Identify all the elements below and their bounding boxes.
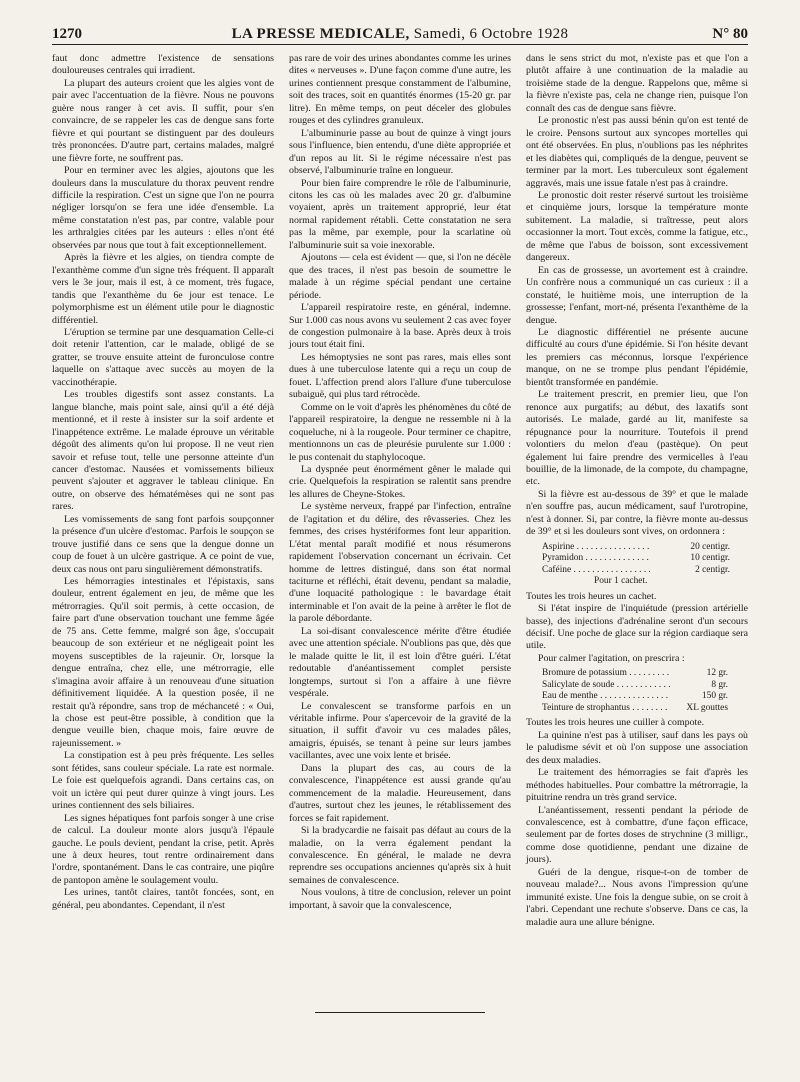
- paragraph: Les troubles digestifs sont assez constants. La langue blanche, mais point sale, ainsi qu'il a été déjà mentionné, et il reste à insister sur la soif ardente et l'inappétence extrême. Le malade éprouve un véritable dégoût des aliments qu'on lui propose. Il ne veut rien savoir et refuse tout, telle une personne atteinte d'un cancer d'estomac. Nausées et vomissements bilieux peuvent s'ajouter et aggraver le tableau clinique. En outre, on observe des hématémèses qui ne sont pas rares.: [52, 389, 274, 513]
- drug-dose: 2 centigr.: [695, 564, 730, 575]
- paragraph: Si la fièvre est au-dessous de 39° et que le malade n'en souffre pas, aucun médicament, sauf l'urotropine, n'est à donner. Si, par contre, la fièvre monte au-dessus de 39° et si les douleurs sont vives, on ordonnera :: [526, 488, 748, 538]
- drug-dose: 20 centigr.: [690, 541, 730, 552]
- prescription-row: [542, 553, 748, 565]
- text-column-3: [526, 53, 748, 929]
- issue-date: Samedi, 6 Octobre 1928: [413, 26, 569, 42]
- paragraph: L'anéantissement, ressenti pendant la période de convalescence, est à combattre, d'une façon efficace, seulement par de fortes doses de strychnine (3 milligr., comme dose quotidienne, pendant une dizaine de jours).: [526, 804, 748, 866]
- drug-name: Bromure de potassium . . .: [542, 668, 670, 680]
- end-rule: [315, 1012, 485, 1013]
- drug-name: Aspirine . . .: [542, 542, 650, 554]
- paragraph: Les hémorragies intestinales et l'épistaxis, sans douleur, entrent également en jeu, de même que les métrorragies. Qu'il soit permis, à cette occasion, de faire part d'une observation touchant une femme âgée de 75 ans. Cette femme, malgré son âge, s'occupait beaucoup de son extérieur et ne négligeait point les moyens susceptibles de la rajeunir. Or, lorsque la dengue entraîna, chez elle, une métrorragie, elle s'imagina avoir affaire à un renouveau d'une situation définitivement liquidée. A la question posée, il ne restait qu'à répondre, sans trop de méchanceté : « Oui, la chose est peut-être possible, à condition que la dengue veuille bien, chaque mois, faire œuvre de rajeunissement. »: [52, 576, 274, 749]
- paragraph: Les urines, tantôt claires, tantôt foncées, sont, en général, peu abondantes. Cependant, il n'est: [52, 887, 274, 911]
- paragraph: Si la bradycardie ne faisait pas défaut au cours de la maladie, on la verra également pendant la convalescence. En général, le malade ne devra reprendre ses occupations anciennes qu'après six à huit semaines de convalescence.: [289, 825, 511, 886]
- text-column-1: [52, 53, 274, 912]
- journal-title: LA PRESSE MEDICALE,: [231, 26, 410, 42]
- paragraph: La constipation est à peu près fréquente. Les selles sont fétides, sans couleur spéciale. La rate est normale. Le foie est quelquefois agrandi. Dans certains cas, on voit un ictère qui peut durer quinze à vingt jours. Les urines contiennent des sels biliaires.: [52, 750, 274, 812]
- drug-dose: 12 gr.: [706, 668, 728, 679]
- paragraph: Toutes les trois heures un cachet.: [526, 590, 657, 602]
- drug-name: Salicylate de soude . . .: [542, 680, 670, 692]
- paragraph: L'éruption se termine par une desquamation Celle-ci doit retenir l'attention, car le malade, obligé de se gratter, se trouve ensuite atteint de furonculose contre laquelle on s'attaque avec succès au moyen de la vaccinothérapie.: [52, 326, 274, 388]
- drug-name: Teinture de strophantus . . .: [542, 703, 670, 715]
- paragraph: Toutes les trois heures une cuiller à compote.: [526, 717, 705, 729]
- drug-name: Eau de menthe . . .: [542, 691, 670, 703]
- paragraph: Le diagnostic différentiel ne présente aucune difficulté au cours d'une épidémie. Si l'on hésite devant les premiers cas méconnus, lorsque l'expérience manque, on ne se trompe plus pendant l'épidémie, bientôt transformée en pandémie.: [526, 326, 748, 388]
- paragraph: Nous voulons, à titre de conclusion, relever un point important, à savoir que la convalescence,: [289, 887, 511, 911]
- prescription-note: Pour 1 cachet.: [594, 576, 648, 587]
- paragraph: La dyspnée peut énormément gêner le malade qui crie. Quelquefois la respiration se ralentit sans prendre les allures de Cheyne-Stokes.: [289, 463, 511, 500]
- paragraph: Les hémoptysies ne sont pas rares, mais elles sont dues à une tuberculose latente qui a reçu un coup de fouet. L'affection prend alors l'allure d'une tuberculose subaiguë, qui plus tard rétrocède.: [289, 351, 511, 401]
- prescription-list-analgesic: [542, 542, 748, 588]
- page-number: 1270: [52, 26, 82, 42]
- paragraph: En cas de grossesse, un avortement est à craindre. Un confrère nous a communiqué un cas curieux : il a constaté, le huitième mois, une interruption de la grossesse; l'enfant, mort-né, présenta l'exanthème de la dengue.: [526, 264, 748, 326]
- drug-name: Caféine . . .: [542, 565, 650, 577]
- paragraph: Le pronostic n'est pas aussi bénin qu'on est tenté de le croire. Pensons surtout aux syncopes mortelles qui ont été observées. En plus, n'oublions pas les néphrites et les diabètes qui, compliqués de la dengue, peuvent se terminer par la mort. Les tuberculeux sont également aggravés, mais une issue fatale n'est pas à craindre.: [526, 115, 748, 189]
- prescription-row: [542, 565, 748, 577]
- prescription-list-sedative: [542, 668, 748, 714]
- prescription-row: [542, 703, 748, 715]
- paragraph: Les signes hépatiques font parfois songer à une crise de calcul. La douleur monte alors jusqu'à l'épaule gauche. Le pouls devient, pendant la crise, petit. Après une à deux heures, tout rentre ordinairement dans l'ordre, spontanément. Dans le cas contraire, une piqûre de pantopon amène le soulagement voulu.: [52, 812, 274, 886]
- prescription-row: [542, 680, 748, 692]
- paragraph: Ajoutons — cela est évident — que, si l'on ne décèle que des traces, il n'est pas besoin de soumettre le malade à un régime spécial pendant une certaine période.: [289, 252, 511, 301]
- paragraph: faut donc admettre l'existence de sensations douloureuses centrales qui irradient.: [52, 53, 274, 77]
- paragraph: Guéri de la dengue, risque-t-on de tomber de nouveau malade?... Nous avons l'impression qu'une immunité existe. Une fois la dengue subie, on se croit à l'abri. Cependant une rechute s'observe. Dans ce cas, la maladie aura une allure bénigne.: [526, 866, 748, 928]
- paragraph: Le traitement des hémorragies se fait d'après les méthodes habituelles. Pour combattre la métrorragie, la pituitrine rendra un très grand service.: [526, 767, 748, 804]
- prescription-row: [542, 668, 748, 680]
- paragraph: Le pronostic doit rester réservé surtout les troisième et cinquième jours, lorsque la température monte subitement. La maladie, si traîtresse, peut alors occasionner la mort. Tout excès, comme la fatigue, etc., de même que l'abus de boisson, sont excessivement dangereux.: [526, 189, 748, 264]
- text-column-2: [289, 53, 511, 912]
- paragraph: Le traitement prescrit, en premier lieu, que l'on renonce aux purgatifs; au début, des laxatifs sont autorisés. Le malade, gardé au lit, manifeste sa répugnance pour la nourriture. Toutefois il prend volontiers du melon d'eau (pastèque). On peut également lui faire prendre des vermicelles à l'eau bouillie, de la limonade, de la compote, du champagne, etc.: [526, 389, 748, 488]
- paragraph: L'appareil respiratoire reste, en général, indemne. Sur 1.000 cas nous avons vu seulement 2 cas avec foyer de congestion pulmonaire à la base. Après deux à trois jours tout était fini.: [289, 302, 511, 351]
- paragraph: dans le sens strict du mot, n'existe pas et que l'on a plutôt affaire à une continuation de la maladie au troisième stade de la dengue. Rappelons que, même si la fièvre n'existe pas, cela ne change rien, puisque l'on connaît des cas de dengue sans fièvre.: [526, 53, 748, 114]
- paragraph: Pour calmer l'agitation, on prescrira :: [538, 652, 685, 664]
- paragraph: L'albuminurie passe au bout de quinze à vingt jours sous l'influence, bien entendu, d'une diète appropriée et d'un repos au lit. Si le régime nécessaire n'est pas observé, l'albuminurie traîne en longueur.: [289, 127, 511, 177]
- paragraph: Le convalescent se transforme parfois en un véritable infirme. Pour s'apercevoir de la gravité de la situation, il suffit d'avoir vu ces malades pâles, amaigris, épuisés, se tenant à peine sur leurs jambes vacillantes, avec une voix lente et brisée.: [289, 700, 511, 762]
- paragraph: Pour bien faire comprendre le rôle de l'albuminurie, citons les cas où les malades avec 20 gr. d'albumine voyaient, après un traitement approprié, leur état normal rapidement rétabli. Cette constatation ne sera pas la même, par exemple, pour la scarlatine où l'albuminurie suit sa voie inexorable.: [289, 177, 511, 251]
- paragraph: Comme on le voit d'après les phénomènes du côté de l'appareil respiratoire, la dengue ne ressemble ni à la coqueluche, ni à la rougeole. Pour terminer ce chapitre, mentionnons un cas de pleurésie purulente sur 1.000 : le pus contenait du staphylocoque.: [289, 401, 511, 463]
- paragraph: La quinine n'est pas à utiliser, sauf dans les pays où le paludisme sévit et où l'on suppose une association des deux maladies.: [526, 729, 748, 766]
- paragraph: Après la fièvre et les algies, on tiendra compte de l'exanthème comme d'un signe très fréquent. Il apparaît vers le 3e jour, mais il est, à ce moment, très fugace, tandis que l'exanthème du 6e jour est tenace. Le polymorphisme est un élément utile pour le diagnostic différentiel.: [52, 252, 274, 326]
- paragraph: Dans la plupart des cas, au cours de la convalescence, l'inappétence est aussi grande qu'au commencement de la maladie. Heureusement, dans d'autres, surtout chez les jeunes, le rétablissement des forces se fait rapidement.: [289, 762, 511, 824]
- paragraph: Si l'état inspire de l'inquiétude (pression artérielle basse), des injections d'adrénaline seront d'un secours décisif. Une poche de glace sur la région cardiaque sera utile.: [526, 603, 748, 652]
- paragraph: pas rare de voir des urines abondantes comme les urines dites « nerveuses ». D'une façon comme d'une autre, les urines contiennent presque constamment de l'albumine, soit des traces, soit en quantités énormes (15-20 gr. par litre). En même temps, on peut déceler des globules rouges et des cylindres granuleux.: [289, 53, 511, 127]
- issue-number: N° 80: [712, 26, 748, 42]
- drug-name: Pyramidon . . .: [542, 553, 650, 565]
- page-header: [52, 22, 748, 45]
- drug-dose: 10 centigr.: [690, 553, 730, 564]
- prescription-row: [542, 542, 748, 554]
- paragraph: La plupart des auteurs croient que les algies vont de pair avec l'accentuation de la fièvre. Nous ne pouvons guère nous ranger à cet avis. Il suffit, pour s'en convaincre, de se rappeler les cas de dengue sans forte fièvre et qui pourtant se distinguent par des douleurs très prononcées. D'autre part, certains malades, malgré une fièvre forte, ne souffrent pas.: [52, 77, 274, 164]
- paragraph: Le système nerveux, frappé par l'infection, entraîne de l'agitation et du délire, des rêvasseries. Chez les femmes, des crises hystériformes font leur apparition. L'état mental paraît modifié et nous résumerons rapidement l'observation concernant un écrivain. Cet homme de lettres distingué, dans son état normal taciturne et réfléchi, était devenu, pendant sa maladie, d'une loquacité pathologique : le bavardage était interminable et l'on avait de la peine à arrêter le flot de la parole débordante.: [289, 501, 511, 625]
- drug-dose: 150 gr.: [701, 691, 728, 702]
- prescription-row: [542, 691, 748, 703]
- paragraph: Les vomissements de sang font parfois soupçonner la présence d'un ulcère d'estomac. Parfois le soupçon se trouve justifié dans ce sens que la dengue donne un coup de fouet à un ulcère gastrique. A ce point de vue, deux cas nous ont paru singulièrement démonstratifs.: [52, 513, 274, 575]
- drug-dose: XL gouttes: [686, 702, 728, 713]
- paragraph: La soi-disant convalescence mérite d'être étudiée avec une attention spéciale. N'oublions pas que, dès que le malade quitte le lit, il est loin d'être guéri. L'état redoutable d'anéantissement complet persiste longtemps, surtout si l'on a affaire à une fièvre vespérale.: [289, 625, 511, 700]
- drug-dose: 8 gr.: [711, 679, 728, 690]
- journal-title-line: [52, 26, 748, 43]
- paragraph: Pour en terminer avec les algies, ajoutons que les douleurs dans la musculature du thorax peuvent rendre difficile la respiration. C'est un signe que l'on ne pourra négliger lorsqu'on se fera une idée d'ensemble. La même constatation n'est pas, par contre, valable pour les arthralgies citées par les auteurs : elles n'ont été observées par nous que tout à fait exceptionnellement.: [52, 165, 274, 251]
